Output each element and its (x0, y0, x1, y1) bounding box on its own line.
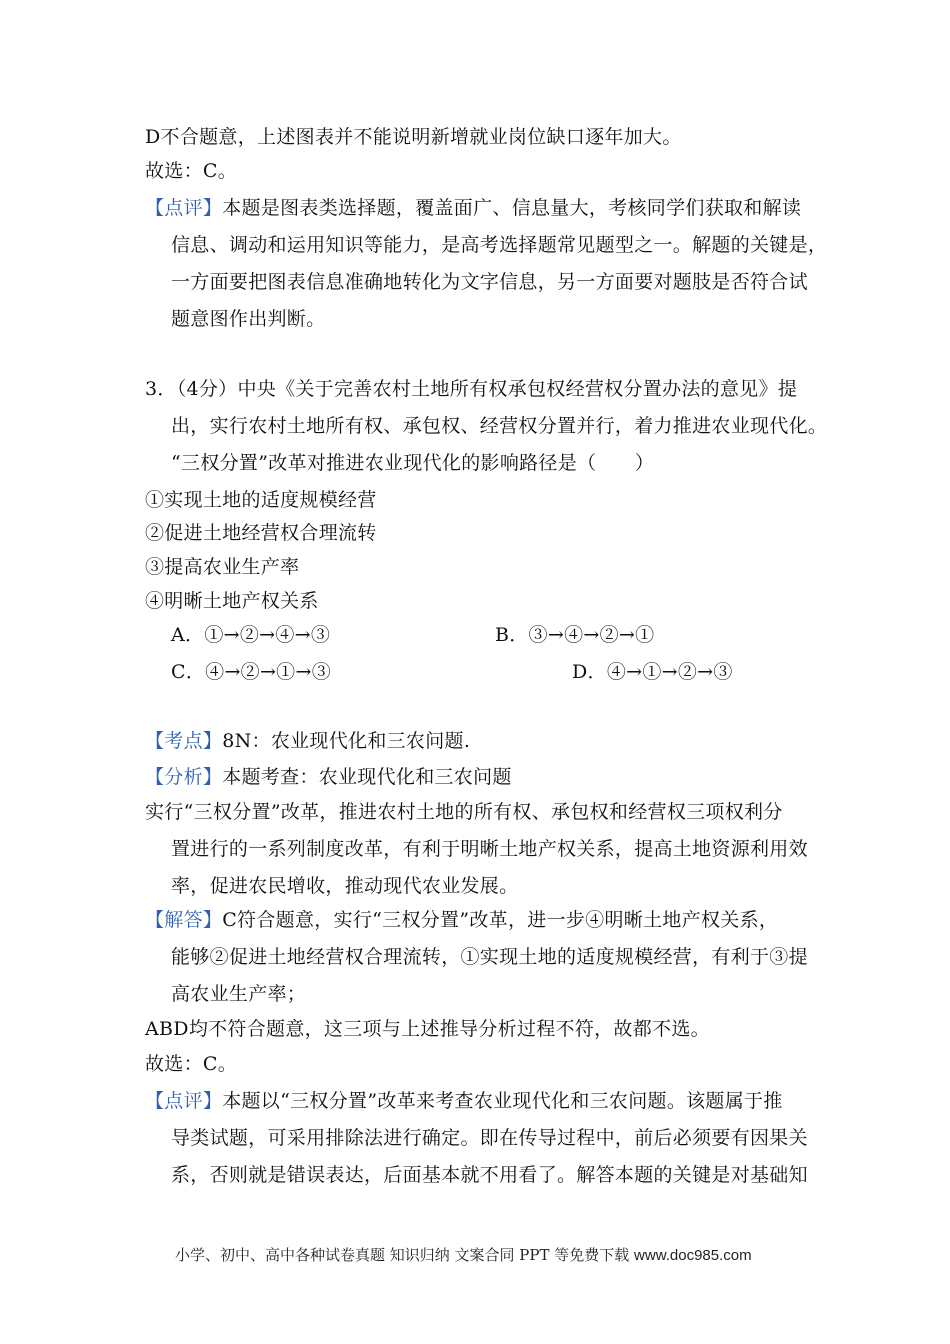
jieda-text: C符合题意，实行“三权分置”改革，进一步④明晰土地产权关系， (222, 909, 779, 931)
jieda-line-2: 能够②促进土地经营权合理流转，①实现土地的适度规模经营，有利于③提 (171, 946, 808, 968)
prev-comment-line-1 (145, 195, 801, 221)
analysis-line-2: 置进行的一系列制度改革，有利于明晰土地产权关系，提高土地资源利用效 (171, 838, 808, 860)
comment-text: 本题是图表类选择题，覆盖面广、信息量大，考核同学们获取和解读 (222, 197, 802, 219)
statement-item-3: ③提高农业生产率 (145, 556, 300, 578)
option-c: C．④→②→①→③ (171, 661, 331, 683)
analysis-line-1: 实行“三权分置”改革，推进农村土地的所有权、承包权和经营权三项权利分 (145, 801, 783, 823)
question-answer: 故选：C。 (145, 1053, 238, 1075)
comment-line-1 (145, 1088, 783, 1114)
fenxi-text: 本题考查：农业现代化和三农问题 (222, 766, 512, 788)
prev-option-d-explanation: D不合题意，上述图表并不能说明新增就业岗位缺口逐年加大。 (145, 126, 682, 148)
option-b: B．③→④→②→① (495, 624, 655, 646)
question-stem-line-3: “三权分置”改革对推进农业现代化的影响路径是（ ） (171, 452, 655, 474)
kaodian-line (145, 728, 470, 754)
prev-answer: 故选：C。 (145, 160, 238, 182)
page-footer (175, 1245, 752, 1266)
comment-tag: 【点评】 (145, 1090, 223, 1112)
abd-explanation: ABD均不符合题意，这三项与上述推导分析过程不符，故都不选。 (145, 1018, 710, 1040)
fenxi-line (145, 764, 512, 790)
footer-url[interactable]: www.doc985.com (634, 1247, 752, 1264)
comment-line-2: 导类试题，可采用排除法进行确定。即在传导过程中，前后必须要有因果关 (171, 1127, 808, 1149)
comment-tag: 【点评】 (145, 197, 223, 219)
jieda-line-1 (145, 907, 778, 933)
comment-line-3: 系，否则就是错误表达，后面基本就不用看了。解答本题的关键是对基础知 (171, 1164, 808, 1186)
analysis-line-3: 率，促进农民增收，推动现代农业发展。 (171, 875, 519, 897)
option-a: A．①→②→④→③ (171, 624, 331, 646)
comment-text: 本题以“三权分置”改革来考查农业现代化和三农问题。该题属于推 (222, 1090, 783, 1112)
statement-item-2: ②促进土地经营权合理流转 (145, 522, 377, 544)
question-stem-line-2: 出，实行农村土地所有权、承包权、经营权分置并行，着力推进农业现代化。 (171, 415, 828, 437)
prev-comment-line-4: 题意图作出判断。 (171, 308, 326, 330)
option-d: D．④→①→②→③ (572, 661, 733, 683)
statement-item-4: ④明晰土地产权关系 (145, 590, 319, 612)
jieda-line-3: 高农业生产率； (171, 983, 307, 1005)
kaodian-tag: 【考点】 (145, 730, 223, 752)
jieda-tag: 【解答】 (145, 909, 223, 931)
kaodian-text: 8N：农业现代化和三农问题. (222, 730, 471, 752)
question-stem-line-1: 3．（4分）中央《关于完善农村土地所有权承包权经营权分置办法的意见》提 (145, 378, 798, 400)
footer-text: 小学、初中、高中各种试卷真题 知识归纳 文案合同 PPT 等免费下载 (175, 1246, 635, 1264)
prev-comment-line-3: 一方面要把图表信息准确地转化为文字信息，另一方面要对题肢是否符合试 (171, 271, 808, 293)
statement-item-1: ①实现土地的适度规模经营 (145, 489, 377, 511)
fenxi-tag: 【分析】 (145, 766, 223, 788)
prev-comment-line-2: 信息、调动和运用知识等能力，是高考选择题常见题型之一。解题的关键是， (171, 234, 828, 256)
